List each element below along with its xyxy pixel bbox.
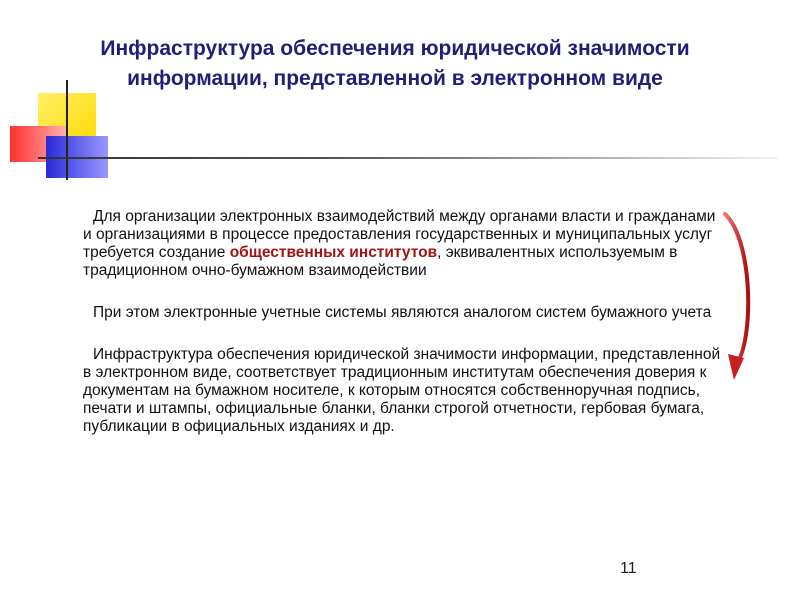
curved-arrow-down-icon <box>720 204 760 384</box>
slide-title: Инфраструктура обеспечения юридической значимости информации, представленной в электронном виде <box>100 37 690 90</box>
paragraph-2: При этом электронные учетные системы являются аналогом систем бумажного учета <box>93 304 712 321</box>
paragraph-1-text-before: Для организации электронных взаимодействий между органами власти и гражданами и организациями в процессе предоставления государственных и муниципальных услуг требуется создание <box>83 208 716 261</box>
paragraph-3: Инфраструктура обеспечения юридической значимости информации, представленной в электронном виде, соответствует традиционным институтам обеспечения доверия к документам на бумажном носителе, к которым относятся собственноручная подпись, печати и штампы, официальные бланки, бланки строгой отчетности, гербовая бумага, публикации в официальных изданиях и др. <box>83 346 721 435</box>
decor-vertical-line <box>66 80 68 180</box>
page-number: 11 <box>620 560 637 577</box>
paragraph-1-text-after: , эквивалентных используемым в традиционном очно-бумажном взаимодействии <box>83 244 678 279</box>
highlight-term: общественных институтов <box>229 244 438 261</box>
paragraph-1 <box>83 208 723 280</box>
title-divider-line <box>38 157 778 159</box>
slide-body <box>83 208 723 436</box>
